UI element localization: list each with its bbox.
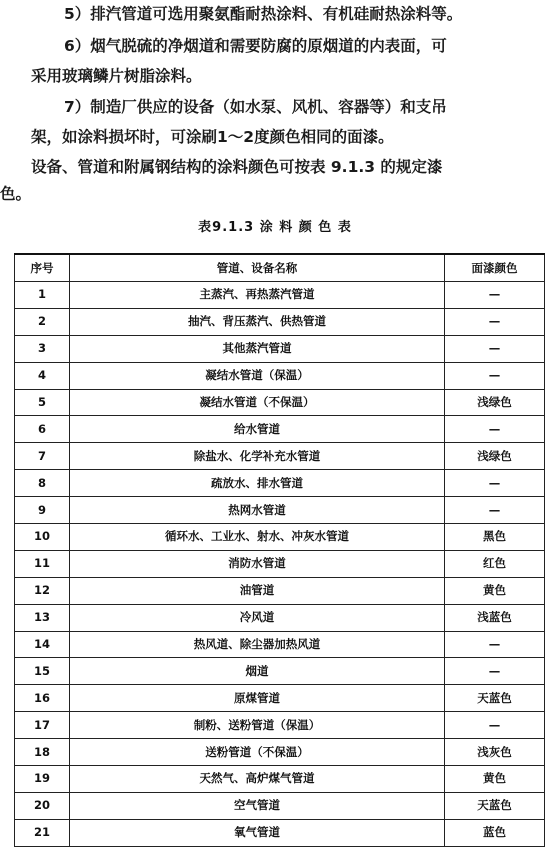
table-row (15, 685, 545, 712)
cell-color: 蓝色 (445, 819, 545, 846)
cell-name: 疏放水、排水管道 (70, 470, 445, 497)
cell-index: 3 (15, 335, 70, 362)
cell-name: 热风道、除尘器加热风道 (70, 631, 445, 658)
cell-index: 19 (15, 766, 70, 793)
cell-color: 红色 (445, 550, 545, 577)
cell-color: — (445, 416, 545, 443)
cell-index: 6 (15, 416, 70, 443)
cell-index: 16 (15, 685, 70, 712)
cell-index: 18 (15, 739, 70, 766)
cell-name: 除盐水、化学补充水管道 (70, 443, 445, 470)
cell-color: — (445, 658, 545, 685)
cell-name: 油管道 (70, 577, 445, 604)
table-title: 表9.1.3 涂 料 颜 色 表 (198, 220, 352, 235)
paragraph-item-7-line1: 7）制造厂供应的设备（如水泵、风机、容器等）和支吊 (64, 98, 447, 116)
cell-name: 氧气管道 (70, 819, 445, 846)
table-row (15, 604, 545, 631)
header-name: 管道、设备名称 (70, 254, 445, 282)
cell-name: 冷风道 (70, 604, 445, 631)
cell-name: 原煤管道 (70, 685, 445, 712)
table-row (15, 766, 545, 793)
table-row (15, 416, 545, 443)
cell-index: 14 (15, 631, 70, 658)
table-row (15, 631, 545, 658)
cell-index: 17 (15, 712, 70, 739)
cell-color: — (445, 497, 545, 524)
cell-name: 给水管道 (70, 416, 445, 443)
cell-name: 送粉管道（不保温） (70, 739, 445, 766)
table-header-row (15, 254, 545, 282)
cell-name: 消防水管道 (70, 550, 445, 577)
table-row (15, 443, 545, 470)
cell-color: 黑色 (445, 524, 545, 551)
cell-color: — (445, 470, 545, 497)
cell-color: — (445, 335, 545, 362)
paint-color-table (14, 253, 545, 847)
cell-name: 制粉、送粉管道（保温） (70, 712, 445, 739)
cell-color: 黄色 (445, 577, 545, 604)
cell-name: 烟道 (70, 658, 445, 685)
cell-index: 7 (15, 443, 70, 470)
cell-name: 空气管道 (70, 792, 445, 819)
paragraph-color-rule-line2: 色。 (0, 185, 32, 203)
table-row (15, 470, 545, 497)
table-row (15, 362, 545, 389)
paragraph-item-7-line2: 架，如涂料损坏时，可涂刷1～2度颜色相同的面漆。 (31, 128, 394, 146)
cell-index: 13 (15, 604, 70, 631)
cell-name: 凝结水管道（不保温） (70, 389, 445, 416)
cell-index: 21 (15, 819, 70, 846)
table-row (15, 658, 545, 685)
paragraph-item-6-line2: 采用玻璃鳞片树脂涂料。 (31, 67, 202, 85)
cell-index: 8 (15, 470, 70, 497)
table-row (15, 712, 545, 739)
table-row (15, 308, 545, 335)
cell-color: 天蓝色 (445, 792, 545, 819)
cell-color: 浅灰色 (445, 739, 545, 766)
cell-index: 9 (15, 497, 70, 524)
table-row (15, 819, 545, 846)
cell-name: 主蒸汽、再热蒸汽管道 (70, 282, 445, 309)
table-row (15, 739, 545, 766)
table-row (15, 792, 545, 819)
cell-index: 11 (15, 550, 70, 577)
table-row (15, 577, 545, 604)
table-row (15, 497, 545, 524)
cell-index: 4 (15, 362, 70, 389)
cell-index: 20 (15, 792, 70, 819)
table-row (15, 335, 545, 362)
cell-index: 2 (15, 308, 70, 335)
paragraph-item-6-line1: 6）烟气脱硫的净烟道和需要防腐的原烟道的内表面，可 (64, 37, 447, 55)
cell-color: — (445, 282, 545, 309)
cell-color: 浅绿色 (445, 443, 545, 470)
table-row (15, 524, 545, 551)
cell-index: 10 (15, 524, 70, 551)
cell-name: 凝结水管道（保温） (70, 362, 445, 389)
cell-name: 循环水、工业水、射水、冲灰水管道 (70, 524, 445, 551)
cell-color: — (445, 712, 545, 739)
cell-color: — (445, 631, 545, 658)
cell-color: 浅蓝色 (445, 604, 545, 631)
cell-index: 5 (15, 389, 70, 416)
header-index: 序号 (15, 254, 70, 282)
cell-index: 15 (15, 658, 70, 685)
cell-name: 其他蒸汽管道 (70, 335, 445, 362)
table-row (15, 282, 545, 309)
cell-color: 黄色 (445, 766, 545, 793)
cell-name: 热网水管道 (70, 497, 445, 524)
cell-index: 1 (15, 282, 70, 309)
cell-color: — (445, 308, 545, 335)
header-color: 面漆颜色 (445, 254, 545, 282)
cell-color: — (445, 362, 545, 389)
paragraph-item-5: 5）排汽管道可选用聚氨酯耐热涂料、有机硅耐热涂料等。 (64, 5, 463, 23)
cell-color: 浅绿色 (445, 389, 545, 416)
table-row (15, 550, 545, 577)
cell-index: 12 (15, 577, 70, 604)
paragraph-color-rule-line1: 设备、管道和附属钢结构的涂料颜色可按表 9.1.3 的规定漆 (31, 158, 443, 176)
cell-name: 抽汽、背压蒸汽、供热管道 (70, 308, 445, 335)
table-row (15, 389, 545, 416)
cell-name: 天然气、高炉煤气管道 (70, 766, 445, 793)
cell-color: 天蓝色 (445, 685, 545, 712)
